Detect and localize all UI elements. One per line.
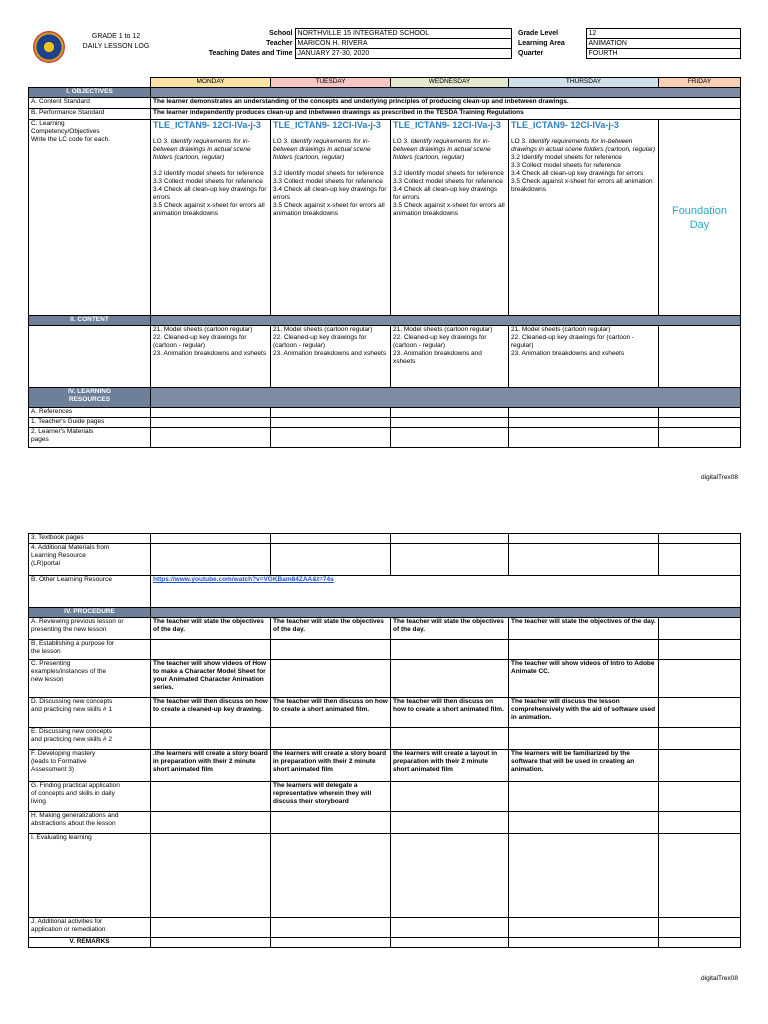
procedure-band [151,608,741,618]
proc-b-label: B. Establishing a purpose for the lesson [29,640,151,660]
lc-items: 3.2 Identify model sheets for reference 3.3 Collect model sheets for reference 3.4 Check all clean-up key drawings for errors 3.5 Check against x-sheet for errors all animation breakdowns [393,170,505,217]
day-monday: MONDAY [151,78,271,88]
other-resource-label: B. Other Learning Resource [29,576,151,608]
grade-label: Grade Level [518,29,559,37]
foundation-day: Foundation Day [659,120,741,316]
procedure-heading: IV. PROCEDURE [29,608,151,618]
lo-prefix: LO 3. [273,138,289,145]
proc-g-tuesday: The learners will delegate a representative wherein they will discuss their storyboard [271,782,391,812]
lc-label: C. Learning Competency/Objectives Write the LC code for each. [29,120,151,316]
remarks-label: V. REMARKS [29,938,151,948]
resources-heading: IV. LEARNING RESOURCES [29,388,151,408]
content-label-cell [29,326,151,388]
content-standard-label: A. Content Standard [29,98,151,109]
proc-d-thursday: The teacher will discuss the lesson comprehensively with the aid of software used in animation. [509,698,659,728]
performance-standard-text: The learner independently produces clean-up and inbetween drawings as prescribed in the TESDA Training Regulations [151,109,741,120]
lo-text: Identify requirements for in-between drawings in actual scene folders (cartoon, regular) [511,138,656,153]
lc-tuesday [271,120,391,316]
quarter-value: FOURTH [586,49,740,59]
resources-band [151,388,741,408]
lo-prefix: LO 3. [511,138,527,145]
quarter-label: Quarter [518,49,544,57]
content-wednesday: 21. Model sheets (cartoon regular) 22. Cleaned-up key drawings for (cartoon - regular) 23. Animation breakdowns and xsheets [391,326,509,388]
lm-label: 2. Learner's Materials pages [29,428,151,448]
lc-wednesday [391,120,509,316]
proc-f-monday: .the learners will create a story board in preparation with their 2 minute short animated film [151,750,271,782]
school-value: NORTHVILLE 15 INTEGRATED SCHOOL [295,29,511,39]
day-wednesday: WEDNESDAY [391,78,509,88]
lc-monday [151,120,271,316]
proc-d-label: D. Discussing new concepts and practicing new skills # 1 [29,698,151,728]
proc-a-thursday: The teacher will state the objectives of the day. [509,618,659,640]
lesson-table-page2 [28,533,741,948]
footer-brand-1: digitalTrex08 [701,474,738,481]
content-heading: II. CONTENT [29,316,151,326]
proc-g-label: G. Finding practical application of concepts and skills in daily living [29,782,151,812]
dates-value: JANUARY 27-30, 2020 [295,49,511,59]
proc-d-wednesday: The teacher will then discuss on how to create a short animated film. [391,698,509,728]
lo-text: Identify requirements for in-between drawings in actual scene folders (cartoon, regular) [393,138,491,161]
objectives-band [151,88,741,98]
footer-brand-2: digitalTrex08 [701,975,738,982]
content-thursday: 21. Model sheets (cartoon regular) 22. Cleaned-up key drawings for (cartoon - regular) 23. Animation breakdowns and xsheets [509,326,659,388]
lo-prefix: LO 3. [153,138,169,145]
school-label: School [269,29,293,37]
header-table [28,28,741,59]
proc-h-label: H. Making generalizations and abstractions about the lesson [29,812,151,834]
proc-a-monday: The teacher will state the objectives of the day. [151,618,271,640]
lc-code: TLE_ICTAN9- 12CI-IVa-j-3 [393,120,501,130]
lesson-table-page1 [28,77,741,448]
lc-items: 3.2 Identify model sheets for reference 3.3 Collect model sheets for reference 3.4 Check all clean-up key drawings for errors 3.5 Check against x-sheet for errors all animation breakdowns [511,154,653,193]
additional-label: 4. Additional Materials from Learning Resource (LR)portal [29,544,151,576]
day-thursday: THURSDAY [509,78,659,88]
lc-items: 3.2 Identify model sheets for reference 3.3 Collect model sheets for reference 3.4 Check all clean-up key drawings for errors 3.5 Check against x-sheet for errors all animation breakdowns [273,170,387,217]
content-tuesday: 21. Model sheets (cartoon regular) 22. Cleaned-up key drawings for (cartoon - regular) 23. Animation breakdowns and xsheets [271,326,391,388]
title-line1: GRADE 1 to 12 [91,33,141,40]
lo-text: Identify requirements for in-between drawings in actual scene folders (cartoon, regular) [273,138,371,161]
lc-code: TLE_ICTAN9- 12CI-IVa-j-3 [511,120,619,130]
proc-f-wednesday: the learners will create a layout in preparation with their 2 minute short animated film [391,750,509,782]
other-resource-link[interactable]: https://www.youtube.com/watch?v=VGKBam84ZAA&t=74s [153,576,334,583]
performance-standard-label: B. Performance Standard [29,109,151,120]
references-label: A. References [29,408,151,418]
proc-d-monday: The teacher will then discuss on how to create a cleaned-up key drawing. [151,698,271,728]
lo-text: Identify requirements for in-between drawings in actual scene folders (cartoon, regular) [153,138,251,161]
proc-c-monday: The teacher will show videos of How to make a Character Model Sheet for your Animated Character Animation series. [151,660,271,698]
lo-prefix: LO 3. [393,138,409,145]
teacher-label: Teacher [266,39,293,47]
proc-d-tuesday: The teacher will then discuss on how to create a short animated film. [271,698,391,728]
day-tuesday: TUESDAY [271,78,391,88]
grade-value: 12 [586,29,740,39]
proc-c-thursday: The teacher will show videos of Intro to Adobe Animate CC. [509,660,659,698]
proc-a-wednesday: The teacher will state the objectives of the day. [391,618,509,640]
proc-a-label: A. Reviewing previous lesson or presenting the new lesson [29,618,151,640]
textbook-label: 3. Textbook pages [29,534,151,544]
objectives-heading: I. OBJECTIVES [29,88,151,98]
proc-i-label: I. Evaluating learning [29,834,151,918]
proc-f-thursday: The learners will be familiarized by the software that will be used in creating an animation. [509,750,659,782]
proc-j-label: J. Additional activities for application or remediation [29,918,151,938]
proc-f-tuesday: the learners will create a story board in preparation with their 2 minute short animated film [271,750,391,782]
teacher-value: MARICON H. RIVERA [295,39,511,49]
proc-f-label: F. Developing mastery (leads to Formative Assessment 3) [29,750,151,782]
lc-code: TLE_ICTAN9- 12CI-IVa-j-3 [153,120,261,130]
content-standard-text: The learner demonstrates an understanding of the concepts and underlying principles of producing clean-up and inbetween drawings. [151,98,741,109]
title-line2: DAILY LESSON LOG [82,43,150,50]
content-friday [659,326,741,388]
dates-label: Teaching Dates and Time [208,49,293,57]
lc-code: TLE_ICTAN9- 12CI-IVa-j-3 [273,120,381,130]
proc-c-label: C. Presenting examples/instances of the new lesson [29,660,151,698]
area-label: Learning Area [518,39,565,47]
content-band [151,316,741,326]
area-value: ANIMATION [586,39,740,49]
day-friday: FRIDAY [659,78,741,88]
content-monday: 21. Model sheets (cartoon regular) 22. Cleaned-up key drawings for (cartoon - regular) 23. Animation breakdowns and xsheets [151,326,271,388]
proc-e-label: E. Discussing new concepts and practicing new skills # 2 [29,728,151,750]
lc-items: 3.2 Identify model sheets for reference 3.3 Collect model sheets for reference 3.4 Check all clean-up key drawings for errors 3.5 Check against x-sheet for errors all animation breakdowns [153,170,267,217]
proc-a-tuesday: The teacher will state the objectives of the day. [271,618,391,640]
tg-label: 1. Teacher's Guide pages [29,418,151,428]
lc-thursday [509,120,659,316]
